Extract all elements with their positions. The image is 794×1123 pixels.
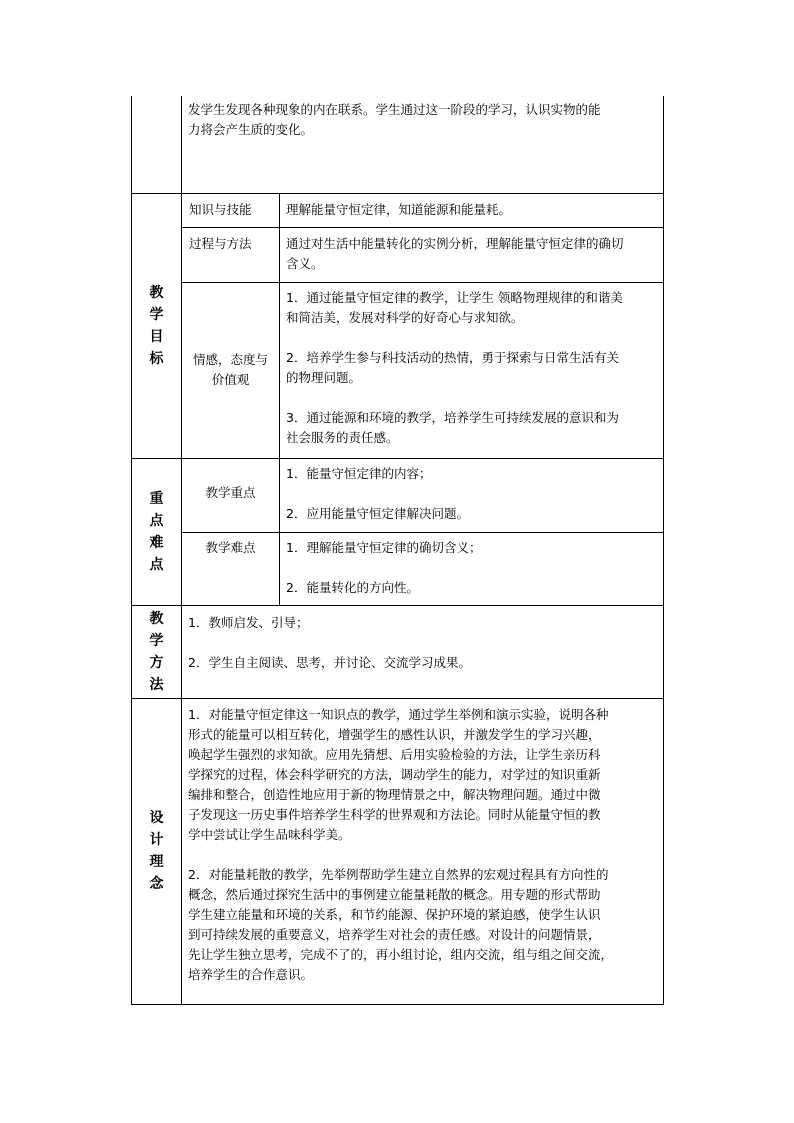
objectives-process-row <box>132 227 664 282</box>
emotion-text <box>280 282 664 458</box>
focus-row <box>132 458 664 532</box>
design-row <box>132 698 664 1004</box>
methods-text: 1．教师启发、引导； 2．学生自主阅读、思考，并讨论、交流学习成果。 <box>182 605 664 698</box>
emotion-item: 1．通过能量守恒定律的教学，让学生 领略物理规律的和谐美 和简洁美，发展对科学的好奇心与求知欲。 <box>286 289 623 325</box>
objectives-emotion-row <box>132 282 664 458</box>
difficulty-label: 教学难点 <box>182 532 280 605</box>
objectives-knowledge-row <box>132 193 664 227</box>
intro-label-cell <box>132 96 182 193</box>
knowledge-text: 理解能量守恒定律，知道能源和能量耗。 <box>280 193 664 227</box>
difficulty-row <box>132 532 664 605</box>
process-text: 通过对生活中能量转化的实例分析，理解能量守恒定律的确切 含义。 <box>280 227 664 282</box>
objectives-label: 教 学 目 标 <box>132 193 182 458</box>
focus-text: 1．能量守恒定律的内容； 2．应用能量守恒定律解决问题。 <box>280 458 664 532</box>
lesson-plan-table <box>131 96 664 1005</box>
intro-row <box>132 96 664 193</box>
focus-label: 教学重点 <box>182 458 280 532</box>
intro-line: 发学生发现各种现象的内在联系。学生通过这一阶段的学习，认识实物的能 <box>188 102 601 117</box>
emotion-label: 情感，态度与 价值观 <box>182 282 280 458</box>
methods-row <box>132 605 664 698</box>
emotion-item: 2．培养学生参与科技活动的热情，勇于探索与日常生活有关 的物理问题。 <box>286 349 619 385</box>
design-paragraph-2: 2．对能量耗散的教学，先举例帮助学生建立自然界的宏观过程具有方向性的 概念，然后通过探究生活中的事例建立能量耗散的概念。用专题的形式帮助 学生建立能量和环境的关系，和节约能源、保护环境的紧迫感，使学生认识 到可持续发展的重要意义，培养学生对社会的责任感。对设计的问题情景， 先让学生独立思考，完成不了的，再小组讨论，组内交流，组与组之间交流， 培养学生的合作意识。 <box>188 866 614 982</box>
design-label: 设 计 理 念 <box>132 698 182 1004</box>
knowledge-label: 知识与技能 <box>182 193 280 227</box>
design-text <box>182 698 664 1004</box>
design-paragraph-1: 1．对能量守恒定律这一知识点的教学，通过学生举例和演示实验，说明各种 形式的能量可以相互转化，增强学生的感性认识，并激发学生的学习兴趣， 唤起学生强烈的求知欲。应用先猜想、后用实验检验的方法，让学生亲历科 学探究的过程，体会科学研究的方法，调动学生的能力，对学过的知识重新 编排和整合，创造性地应用于新的物理情景之中，解决物理问题。通过中微 子发现这一历史事件培养学生科学的世界观和方法论。同时从能量守恒的教 学中尝试让学生品味科学美。 <box>188 706 609 842</box>
emotion-item: 3．通过能源和环境的教学，培养学生可持续发展的意识和为 社会服务的责任感。 <box>286 409 619 445</box>
intro-cell <box>182 96 664 193</box>
methods-label: 教 学 方 法 <box>132 605 182 698</box>
process-label: 过程与方法 <box>182 227 280 282</box>
key-points-label: 重 点 难 点 <box>132 458 182 605</box>
intro-line: 力将会产生质的变化。 <box>188 122 314 137</box>
difficulty-text: 1．理解能量守恒定律的确切含义； 2．能量转化的方向性。 <box>280 532 664 605</box>
